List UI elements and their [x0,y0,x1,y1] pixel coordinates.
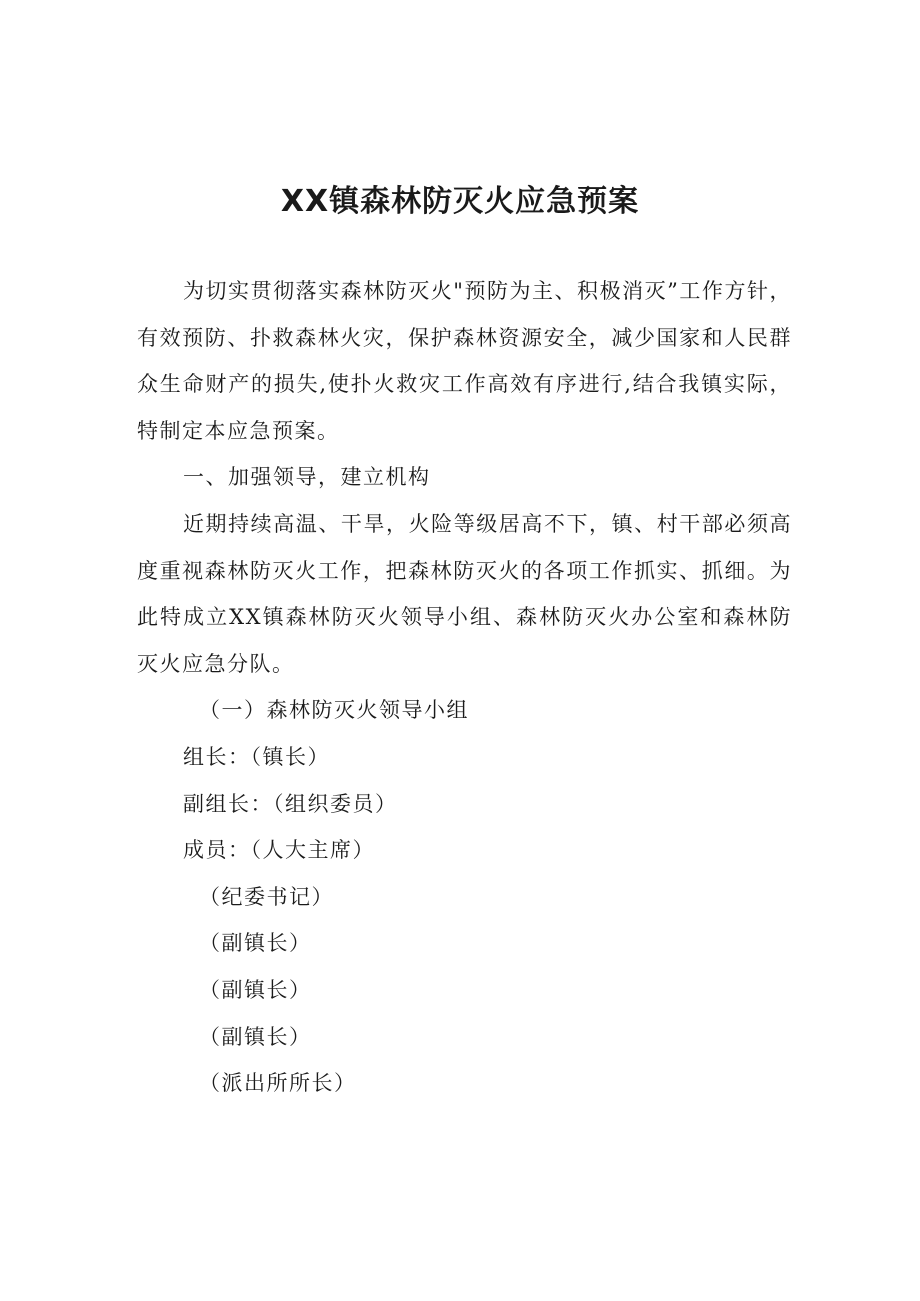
section-1-paragraph: 近期持续高温、干旱，火险等级居高不下，镇、村干部必须高度重视森林防灭火工作，把森林防灭火的各项工作抓实、抓细。为此特成立XX镇森林防灭火领导小组、森林防灭火办公室和森林防灭火应急分队。 [137,511,792,676]
section-1-heading: 一、加强领导，建立机构 [183,465,431,490]
intro-paragraph: 为切实贯彻落实森林防灭火"预防为主、积极消灭”工作方针，有效预防、扑救森林火灾，保护森林资源安全，减少国家和人民群众生命财产的损失,使扑火救灾工作高效有序进行,结合我镇实际，特制定本应急预案。 [137,279,792,443]
document-body [137,268,792,1107]
member-line: （派出所所长） [199,1071,357,1096]
subsection-1-heading: （一）森林防灭火领导小组 [199,698,469,723]
document-title: XX镇森林防灭火应急预案 [280,184,640,219]
members-label-line: 成员：（人大主席） [183,838,375,863]
leader-line: 组长：（镇长） [183,744,330,769]
deputy-leader-line: 副组长：（组织委员） [183,791,398,816]
member-line: （副镇长） [199,931,312,956]
member-line: （纪委书记） [199,884,334,909]
member-line: （副镇长） [199,977,312,1002]
member-line: （副镇长） [199,1024,312,1049]
